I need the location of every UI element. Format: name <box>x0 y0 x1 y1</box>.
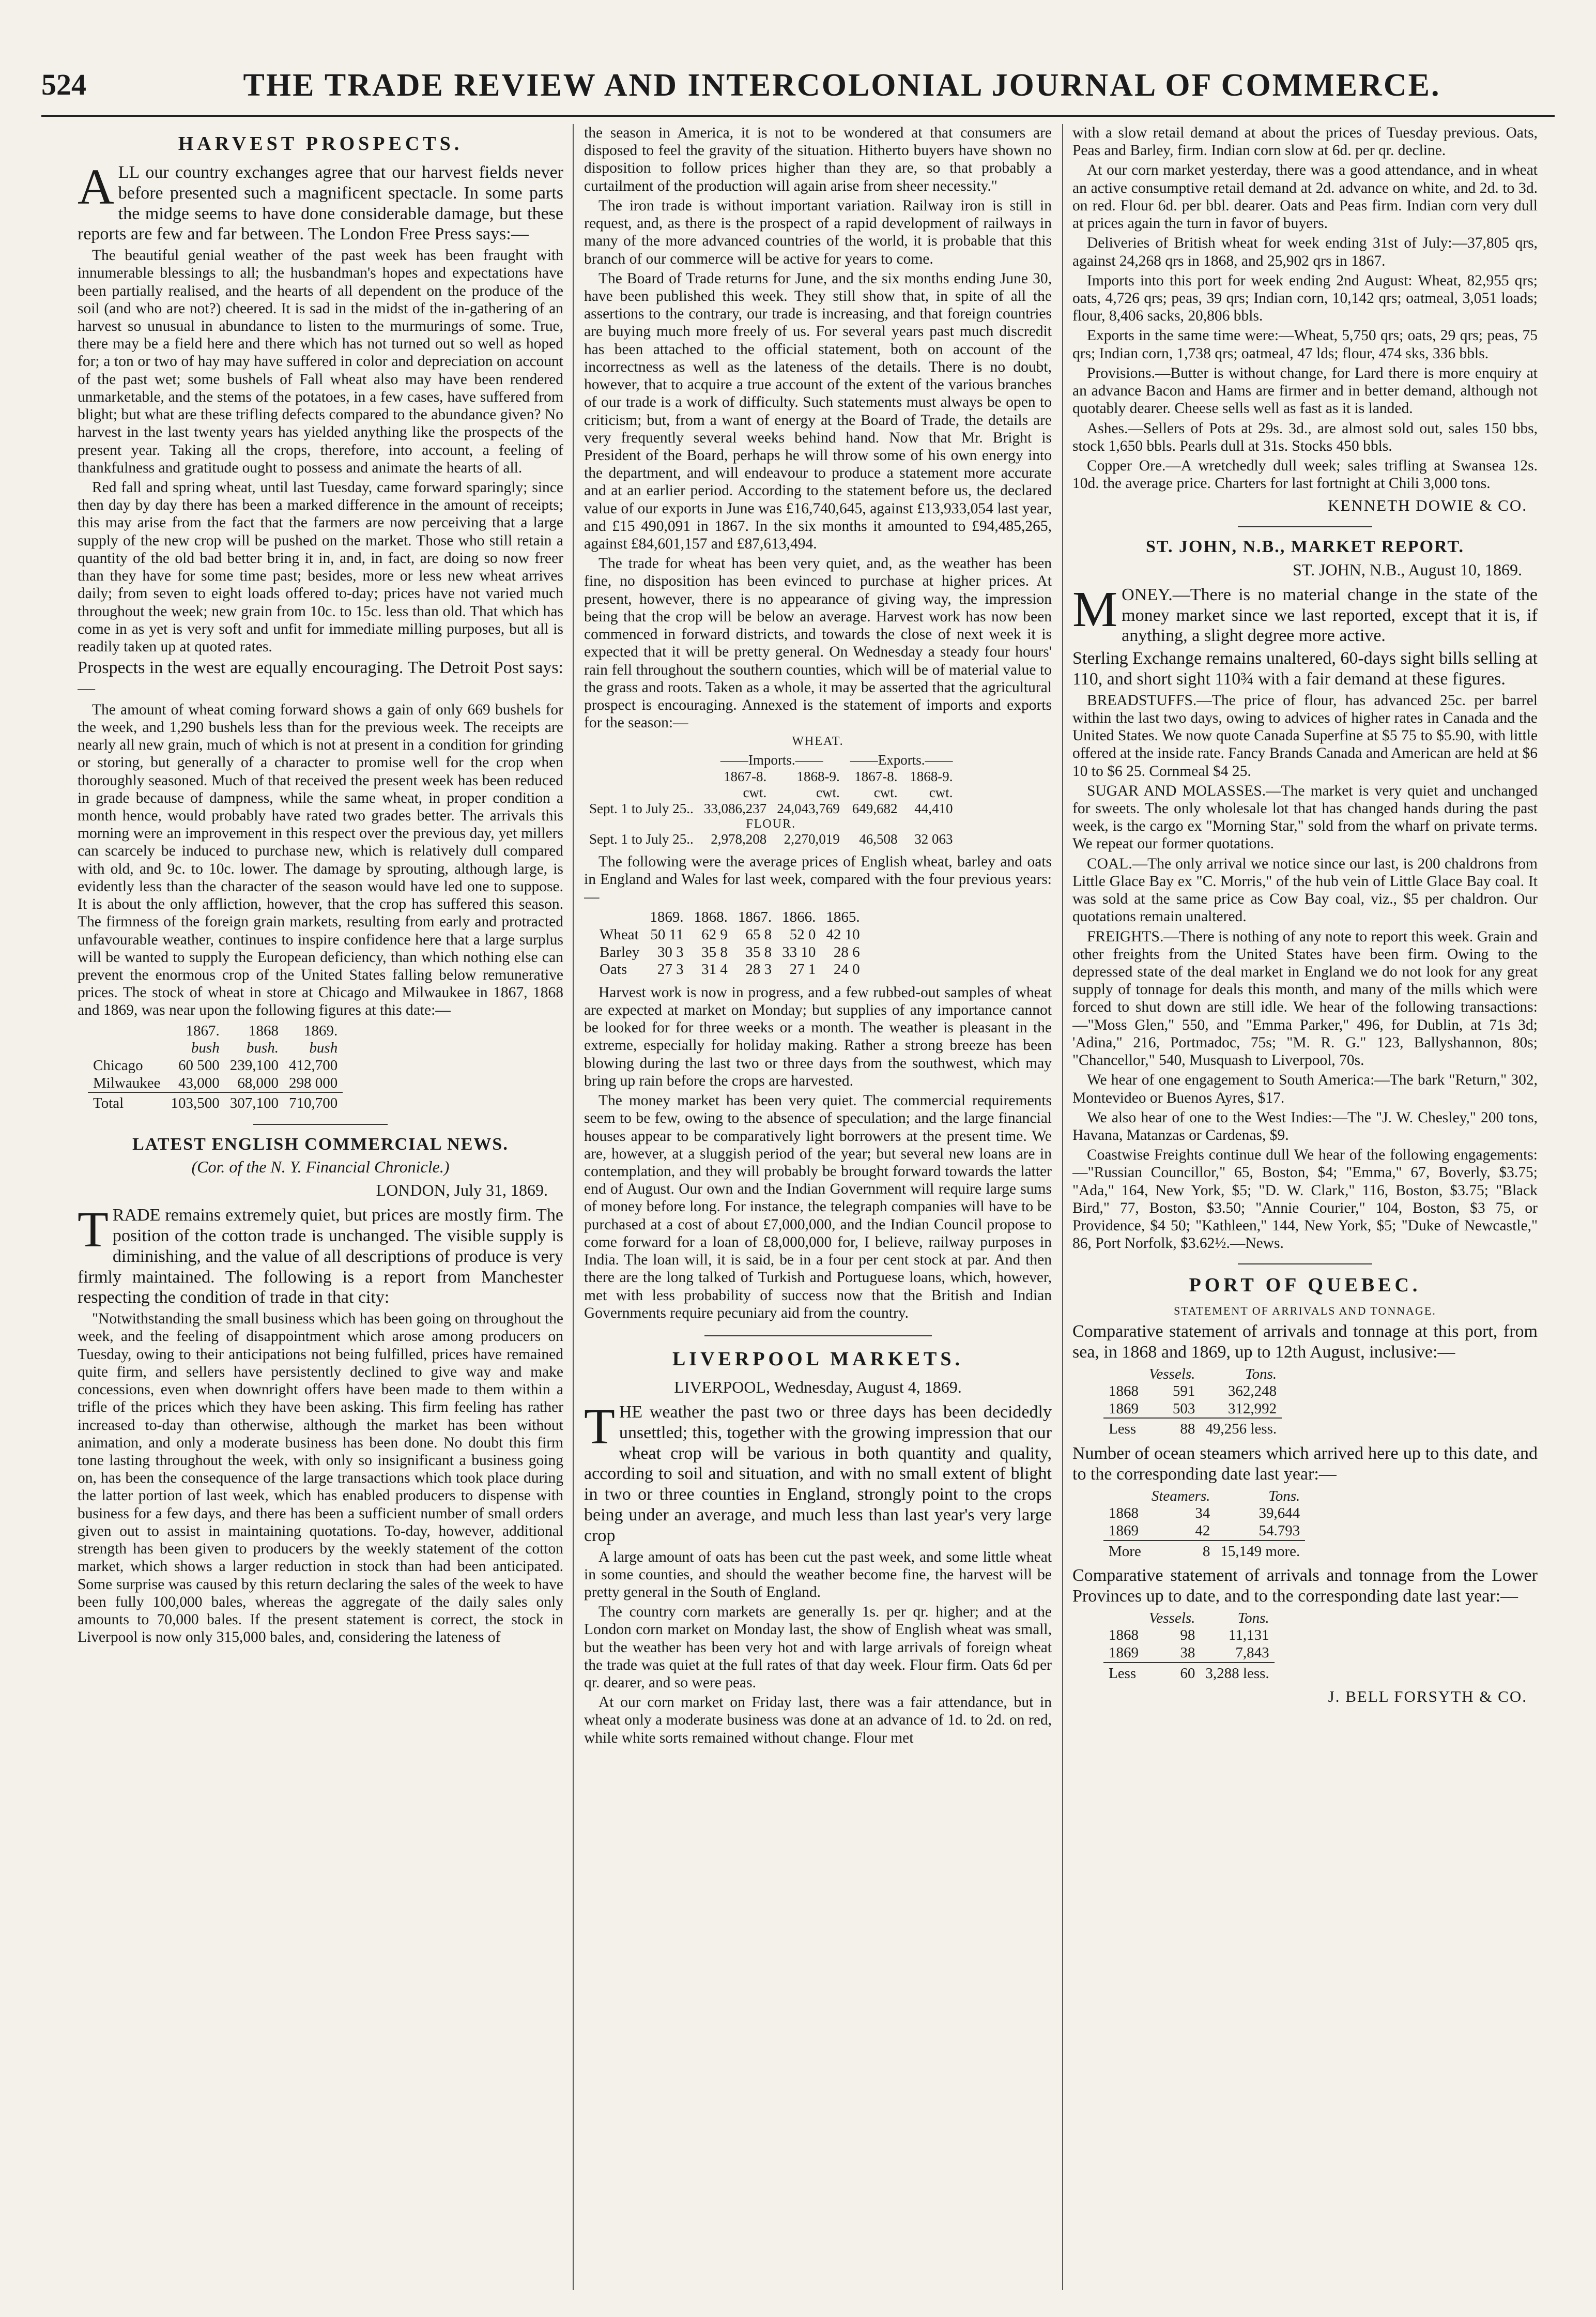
table-row: 1869 42 54.793 <box>1109 1522 1300 1539</box>
liverpool-paragraph: Deliveries of British wheat for week ending 31st of July:—37,805 qrs, against 24,268 qrs in 1868, and 25,902 qrs in 1867. <box>1072 235 1538 269</box>
column-2 <box>584 124 1052 2295</box>
table-row: Wheat 50 11 62 9 65 8 52 0 42 10 <box>600 926 860 943</box>
signature: J. BELL FORSYTH & CO. <box>1328 1687 1527 1706</box>
drop-cap: M <box>1072 581 1118 637</box>
section-divider <box>1238 526 1372 527</box>
table-row: Chicago 60 500 239,100 412,700 <box>93 1057 338 1074</box>
table-total-row: More 8 15,149 more. <box>1103 1541 1305 1561</box>
quebec-paragraph: Comparative statement of arrivals and tonnage at this port, from sea, in 1868 and 1869, up to 12th August, inclusive:— <box>1072 1322 1538 1362</box>
quebec-steamers-table: Steamers. Tons. 1868 34 39,644 1869 42 54.793 More 8 15,149 more. <box>1103 1488 1305 1561</box>
table-total-row: Total 103,500 307,100 710,700 <box>88 1092 343 1112</box>
table-row: Sept. 1 to July 25.. 2,978,208 2,270,019 46,508 32 063 <box>589 831 953 847</box>
unit-heading: bush. <box>246 1040 279 1057</box>
st-john-report-title: ST. JOHN, N.B., MARKET REPORT. <box>1145 537 1465 557</box>
port-of-quebec-title: PORT OF QUEBEC. <box>1189 1274 1421 1297</box>
year-heading: 1867. <box>186 1022 220 1039</box>
grain-prices-table: 1869. 1868. 1867. 1866. 1865. Wheat 50 11 62 9 65 8 52 0 42 10 Barley 30 3 35 8 35 8 33 10 28 6 Oats 27 3 31 4 28 3 27 1 24 0 <box>594 909 865 979</box>
quebec-paragraph: Comparative statement of arrivals and tonnage from the Lower Provinces up to date, and to the corresponding date last year:— <box>1072 1566 1538 1606</box>
st-john-paragraph: We also hear of one to the West Indies:—The "J. W. Chesley," 200 tons, Havana, Matanzas or Cardenas, $9. <box>1072 1109 1538 1144</box>
section-divider <box>253 1124 388 1125</box>
harvest-paragraph: The amount of wheat coming forward shows a gain of only 669 bushels for the week, and 1,290 bushels less than for the previous week. The receipts are nearly all new grain, much of which is not at present in a condition for grinding or storing, but generally of a character to promise well for the crop when thoroughly seasoned. Much of that received the present week has been reduced in grade because of dampness, while the same wheat, in proper condition a month hence, would probably have rated two grades better. The arrivals this morning were an improvement in this respect over the previous day, yet millers can scarcely be induced to purchase new, which is relatively dull compared with old, and 9c. to 10c. lower. The damage by sprouting, although large, is evidently less than the character of the season would have led one to suppose. It is about the only affliction, however, that the crop has suffered this season. The firmness of the foreign grain markets, resulting from early and protracted unfavourable weather, continues to inspire confidence here that a large surplus will be wanted to supply the European deficiency, than which nothing else can prevent the enormous crop of the United States falling below remunerative prices. The stock of wheat in store at Chicago and Milwaukee in 1867, 1868 and 1869, was near upon the following figures at this date:— <box>78 701 563 1019</box>
harvest-paragraph: The beautiful genial weather of the past week has been fraught with innumerable blessings to all; the husbandman's hopes and expectations have been partially realised, and the hearts of all dependent on the produce of the soil (and who are not?) cheered. It is sad in the midst of the in-gathering of an harvest so unusual in abundance to listen to the murmurings of some. True, there may be a field here and there which has not turned out so well as hoped for; a ton or two of hay may have suffered in color and depreciation on account of the past wet; some bushels of Fall wheat also may have been rendered unmarketable, and the stems of the potatoes, in a few cases, have suffered from blight; but what are these trifling defects compared to the abundance given? No harvest in the last twenty years has yielded anything like the prospects of the present year. Taking all the crops, therefore, into account, a feeling of thankfulness and gratitude ought to possess and animate the hearts of all. <box>78 247 563 476</box>
st-john-paragraph: FREIGHTS.—There is nothing of any note to report this week. Grain and other freights from the United States have been firm. Owing to the depressed state of the deal market in England we do not look for any great supply of tonnage for deals this month, and many of the mills which were forced to shut down are still idle. We hear of the following transactions:—"Moss Glen," 550, and "Emma Parker," 496, for Dublin, at 71s 3d; 'Adina," 216, Portmadoc, 75s; "M. R. G." 123, Ballyshannon, 80s; "Chancellor," 540, Musquash to Liverpool, 70s. <box>1072 928 1538 1069</box>
harvest-intro: ALL our country exchanges agree that our harvest fields never before presented such a magnificent spectacle. In some parts the midge seems to have done considerable damage, but these reports are few and far between. The London Free Press says:— <box>78 159 563 244</box>
column-3 <box>1072 124 1538 2295</box>
table-row: 1869 38 7,843 <box>1109 1644 1269 1661</box>
year-heading: 1868 <box>248 1022 279 1039</box>
page-number: 524 <box>41 68 86 101</box>
st-john-dateline: ST. JOHN, N.B., August 10, 1869. <box>1293 560 1522 579</box>
news-paragraph: The following were the average prices of English wheat, barley and oats in England and Wales for last week, compared with the four previous years:— <box>584 853 1052 906</box>
running-title: THE TRADE REVIEW AND INTERCOLONIAL JOURNAL OF COMMERCE. <box>243 68 1441 103</box>
st-john-paragraph: We hear of one engagement to South America:—The bark "Return," 302, Montevideo or Buenos Ayres, $17. <box>1072 1072 1538 1106</box>
liverpool-paragraph: At our corn market on Friday last, there was a fair attendance, but in wheat only a moderate business was done at an advance of 1d. to 2d. on red, while white sorts remained without change. Flour met <box>584 1694 1052 1746</box>
harvest-paragraph: Red fall and spring wheat, until last Tuesday, came forward sparingly; since then day by day there has been a marked difference in the amount of receipts; this may arise from the fact that the farmers are now perceiving that a large supply of the new crop will be pushed on the market. Those who still retain a quantity of the old bad better bring it in, and, in fact, are doing so now freer than they have for some time past; besides, more or less new wheat arrives daily; from seven to eight loads offered to-day; prices have not varied much throughout the week; new grain from 10c. to 15c. less than old. That which has come in as yet is very soft and unfit for immediate milling purposes, but all is readily taken up at quoted rates. <box>78 479 563 655</box>
table-row: 1868 591 362,248 <box>1109 1383 1277 1400</box>
harvest-paragraph: Prospects in the west are equally encouraging. The Detroit Post says:— <box>78 658 563 698</box>
liverpool-paragraph: A large amount of oats has been cut the past week, and some little wheat in some counties, and should the weather become fine, the harvest will be pretty general in the South of England. <box>584 1548 1052 1600</box>
liverpool-paragraph: The country corn markets are generally 1s. per qr. higher; and at the London corn market on Monday last, the show of English wheat was small, but the weather has been very hot and with large arrivals of foreign wheat the trade was quiet at the full rates of that day week. Flour firm. Oats 6d per qr. dearer, and so were peas. <box>584 1604 1052 1691</box>
st-john-paragraph: Coastwise Freights continue dull We hear of the following engagements:—"Russian Councillor," 65, Boston, $4; "Emma," 67, Boverly, $3.75; "Ada," 164, New York, $5; "D. W. Clark," 116, Boston, $3.75; "Black Bird," 77, Boston, $3.50; "Annie Courier," 104, Boston, $3 75, or Providence, $4 50; "Kathleen," 144, New York, $5; "Duke of Newcastle," 86, Port Norfolk, $3.62½.—News. <box>1072 1147 1538 1252</box>
st-john-paragraph: Sterling Exchange remains unaltered, 60-days sight bills selling at 110, and short sight 110¾ with a fair demand at these figures. <box>1072 649 1538 689</box>
st-john-paragraph: BREADSTUFFS.—The price of flour, has advanced 25c. per barrel within the last two days, owing to advices of higher rates in Canada and the United States. We now quote Canada Superfine at $5 75 to $5.90, with little offered at the inside rate. Fancy Brands Canada and American are held at $6 10 to $6 25. Cornmeal $4 25. <box>1072 692 1538 780</box>
unit-heading: bush <box>191 1040 220 1057</box>
news-paragraph: TRADE remains extremely quiet, but prices are mostly firm. The position of the cotton trade is unchanged. The visible supply is diminishing, and the value of all descriptions of produce is very firmly maintained. The following is a report from Manchester respecting the condition of trade in that city: <box>78 1202 563 1307</box>
signature: KENNETH DOWIE & CO. <box>1328 496 1527 515</box>
wheat-label: WHEAT. <box>792 735 844 749</box>
liverpool-dateline: LIVERPOOL, Wednesday, August 4, 1869. <box>674 1378 962 1397</box>
table-row: Barley 30 3 35 8 35 8 33 10 28 6 <box>600 943 860 961</box>
table-row: Sept. 1 to July 25.. 33,086,237 24,043,769 649,682 44,410 <box>589 801 953 817</box>
drop-cap: A <box>78 159 114 216</box>
table-row: 1869 503 312,992 <box>1109 1400 1277 1417</box>
drop-cap: T <box>584 1399 615 1455</box>
liverpool-paragraph: Imports into this port for week ending 2nd August: Wheat, 82,955 qrs; oats, 4,726 qrs; peas, 39 qrs; Indian corn, 10,142 qrs; oatmeal, 3,051 loads; flour, 8,406 sacks, 20,806 bbls. <box>1072 272 1538 325</box>
unit-heading: bush <box>309 1040 338 1057</box>
st-john-paragraph: MONEY.—There is no material change in the state of the money market since we last reported, except that it is, if anything, a slight degree more active. <box>1072 581 1538 646</box>
grain-stock-table <box>88 1023 343 1112</box>
harvest-prospects-title: HARVEST PROSPECTS. <box>178 133 463 155</box>
news-dateline: LONDON, July 31, 1869. <box>376 1181 548 1200</box>
news-paragraph: Harvest work is now in progress, and a few rubbed-out samples of wheat are expected at market on Monday; but supplies of any importance cannot be looked for for three weeks or a month. The weather is pleasant in the extreme, especially for holiday making. Rather a strong breeze has been blowing during the last two or three days from the southwest, which may bring up rain before the crops are harvested. <box>584 984 1052 1089</box>
flour-label: FLOUR. <box>746 817 796 831</box>
page-header <box>41 67 1555 114</box>
news-paragraph: the season in America, it is not to be wondered at that consumers are disposed to feel the gravity of the situation. Hitherto buyers have shown no disposition to follow prices higher than they are, so that probably a curtailment of the production will again arise from sheer necessity." <box>584 125 1052 194</box>
news-paragraph: The trade for wheat has been very quiet, and, as the weather has been fine, no disposition has been evinced to purchase at higher prices. At present, however, there is no appearance of giving way, the impression being that the crop will be below an average. Harvest work has now been commenced in forward districts, and towards the close of next week it is expected that it will be pretty general. On Wednesday a steady four hours' rain fell throughout the southern counties, which will be of material value to the grass and roots. Taken as a whole, it may be asserted that the agricultural prospect is encouraging. Annexed is the statement of imports and exports for the season:— <box>584 555 1052 731</box>
header-rule <box>41 115 1555 117</box>
column-1 <box>78 124 563 2295</box>
news-paragraph: The money market has been very quiet. The commercial requirements seem to be few, owing to the absence of speculation; and the large financial houses appear to be comparatively light borrowers at the present time. We are, however, at a sluggish period of the year; but several new loans are in contemplation, and they will probably be brought forward towards the latter end of August. Our own and the Indian Government will require large sums of money before long. For instance, the telegraph companies will have to be purchased at a cost of about £7,000,000, and the Indian Council propose to come forward for a loan of £8,000,000 for, I believe, railway purposes in India. The loan will, it is said, be in a four per cent stock at par. And then there are the long talked of Turkish and Portuguese loans, which, however, met with less probability of success now that the British and Indian Governments require pecuniary aid from the country. <box>584 1092 1052 1321</box>
news-paragraph: The iron trade is without important variation. Railway iron is still in request, and, as there is the prospect of a rapid development of railways in many of the more advanced countries of the world, it is probable that this branch of our commerce will be active for years to come. <box>584 197 1052 267</box>
liverpool-paragraph: THE weather the past two or three days has been decidedly unsettled; this, together with the growing impression that our wheat crop will be various in both quantity and quality, according to soil and situation, and with no small extent of blight in two or three counties in England, strongly point to the crops being under an average, and much less than last year's very large crop <box>584 1399 1052 1545</box>
column-rule-1 <box>573 124 574 2290</box>
drop-cap: T <box>78 1202 109 1258</box>
table-row: 1868 98 11,131 <box>1109 1627 1269 1644</box>
column-rule-2 <box>1062 124 1063 2290</box>
liverpool-paragraph: Exports in the same time were:—Wheat, 5,750 qrs; oats, 29 qrs; peas, 75 qrs; Indian corn, 1,738 qrs; oatmeal, 47 lds; flour, 474 sks, 336 bbls. <box>1072 327 1538 362</box>
liverpool-markets-title: LIVERPOOL MARKETS. <box>672 1348 964 1370</box>
section-divider <box>704 1335 932 1336</box>
year-heading: 1869. <box>303 1022 338 1039</box>
news-paragraph: The Board of Trade returns for June, and the six months ending June 30, have been published this week. They still show that, in spite of all the assertions to the contrary, our trade is increasing, and that foreign countries are buying much more freely of us. For several years past much discredit has been attached to the official statement, both on account of the incorrectness as well as the lateness of the details. There is no doubt, however, that to acquire a true account of the extent of the various branches of our trade is a work of difficulty. Such statements must always be open to criticism; but, from a want of energy at the Board of Trade, the details are very frequently several weeks behind hand. Now that Mr. Bright is President of the Board, perhaps he will throw some of his own energy into the department, and will endeavour to produce a statement more accurate and at an earlier period. According to the statement before us, the declared value of our exports in June was £16,740,645, against £13,933,054 last year, and £15 490,091 in 1867. In the six months it amounted to £94,485,265, against £84,601,157 and £87,613,494. <box>584 270 1052 553</box>
table-total-row: Less 88 49,256 less. <box>1103 1418 1282 1438</box>
st-john-paragraph: SUGAR AND MOLASSES.—The market is very quiet and unchanged for sweets. The only wholesale lot that has changed hands during the past week, is the cargo ex "Morning Star," sold from the wharf on private terms. We repeat our former quotations. <box>1072 782 1538 852</box>
lower-provinces-table: Vessels. Tons. 1868 98 11,131 1869 38 7,843 Less 60 3,288 less. <box>1103 1610 1275 1683</box>
liverpool-paragraph: Provisions.—Butter is without change, for Lard there is more enquiry at an advance Bacon and Hams are firmer and in better demand, although not quotably dearer. Cheese sells well as fast as it is landed. <box>1072 364 1538 417</box>
quebec-subtitle: STATEMENT OF ARRIVALS AND TONNAGE. <box>1174 1304 1436 1317</box>
liverpool-paragraph: Copper Ore.—A wretchedly dull week; sales trifling at Swansea 12s. 10d. the average price. Charters for last fortnight at Chili 3,000 tons. <box>1072 457 1538 492</box>
table-row: 1868 34 39,644 <box>1109 1505 1300 1522</box>
quebec-arrivals-table: Vessels. Tons. 1868 591 362,248 1869 503 312,992 Less 88 49,256 less. <box>1103 1366 1282 1439</box>
news-paragraph: "Notwithstanding the small business which has been going on throughout the week, and the feeling of disappointment which arose among producers on Tuesday, owing to their anticipations not being fulfilled, prices have remained quite firm, and sellers have persistently declined to give way and make concessions, even when downright offers have been made to them within a trifle of the prices which they have been asking. This firm feeling has rather increased to-day than otherwise, although the market has been without animation, and only a moderate business has been done. No doubt this firm tone lasting throughout the week, with only so insignificant a business going on, has been the consequence of the large transactions which took place during the latter portion of last week, which has enabled producers to dispense with business for a few days, and there has been a sufficient number of small orders given out to assist in maintaining quotations. To-day, however, additional strength has been given to producers by the weekly statement of the cotton market, which shows a larger reduction in stock than had been anticipated. Some surprise was caused by this return declaring the sales of the week to have been fully 100,000 bales, whereas the aggregate of the daily sales only amounts to 70,000 bales. If the present statement is correct, the stock in Liverpool is now only 315,000 bales, and, considering the lateness of <box>78 1310 563 1646</box>
table-row: Milwaukee 43,000 68,000 298 000 <box>93 1074 338 1091</box>
st-john-paragraph: COAL.—The only arrival we notice since our last, is 200 chaldrons from Little Glace Bay ex "C. Morris," of the hub vein of Little Glace Bay coal. It was sold at the same price as Cow Bay coal, viz., $5 per chaldron. Our quotations remain unaltered. <box>1072 855 1538 925</box>
liverpool-paragraph: At our corn market yesterday, there was a good attendance, and in wheat an active consumptive retail demand at 2d. advance on white, and 2d. to 3d. on red. Flour 6d. per bbl. dearer. Oats and Peas firm. Indian corn very dull at prices again the turn in favor of buyers. <box>1072 162 1538 232</box>
table-total-row: Less 60 3,288 less. <box>1103 1663 1275 1683</box>
english-news-title: LATEST ENGLISH COMMERCIAL NEWS. <box>132 1134 509 1154</box>
section-divider <box>1238 1263 1372 1264</box>
liverpool-paragraph: Ashes.—Sellers of Pots at 29s. 3d., are almost sold out, sales 150 bbs, stock 1,650 bbls. Pearls dull at 31s. Stocks 450 bbls. <box>1072 420 1538 454</box>
news-source: (Cor. of the N. Y. Financial Chronicle.) <box>191 1157 450 1177</box>
liverpool-paragraph: with a slow retail demand at about the prices of Tuesday previous. Oats, Peas and Barley, firm. Indian corn slow at 6d. per qr. decline. <box>1072 125 1538 159</box>
quebec-paragraph: Number of ocean steamers which arrived here up to this date, and to the corresponding date last year:— <box>1072 1444 1538 1484</box>
imports-exports-table: ——Imports.—— ——Exports.—— 1867-8. 1868-9. 1867-8. 1868-9. cwt. cwt. cwt. cwt. Sept. 1 to July 25.. 33,086,237 24,043,769 649,682 44,410 FLOUR. Sept. 1 to July 25.. 2,978,208 2,270,019 46,508 32 063 <box>584 752 958 847</box>
table-row: Oats 27 3 31 4 28 3 27 1 24 0 <box>600 961 860 978</box>
